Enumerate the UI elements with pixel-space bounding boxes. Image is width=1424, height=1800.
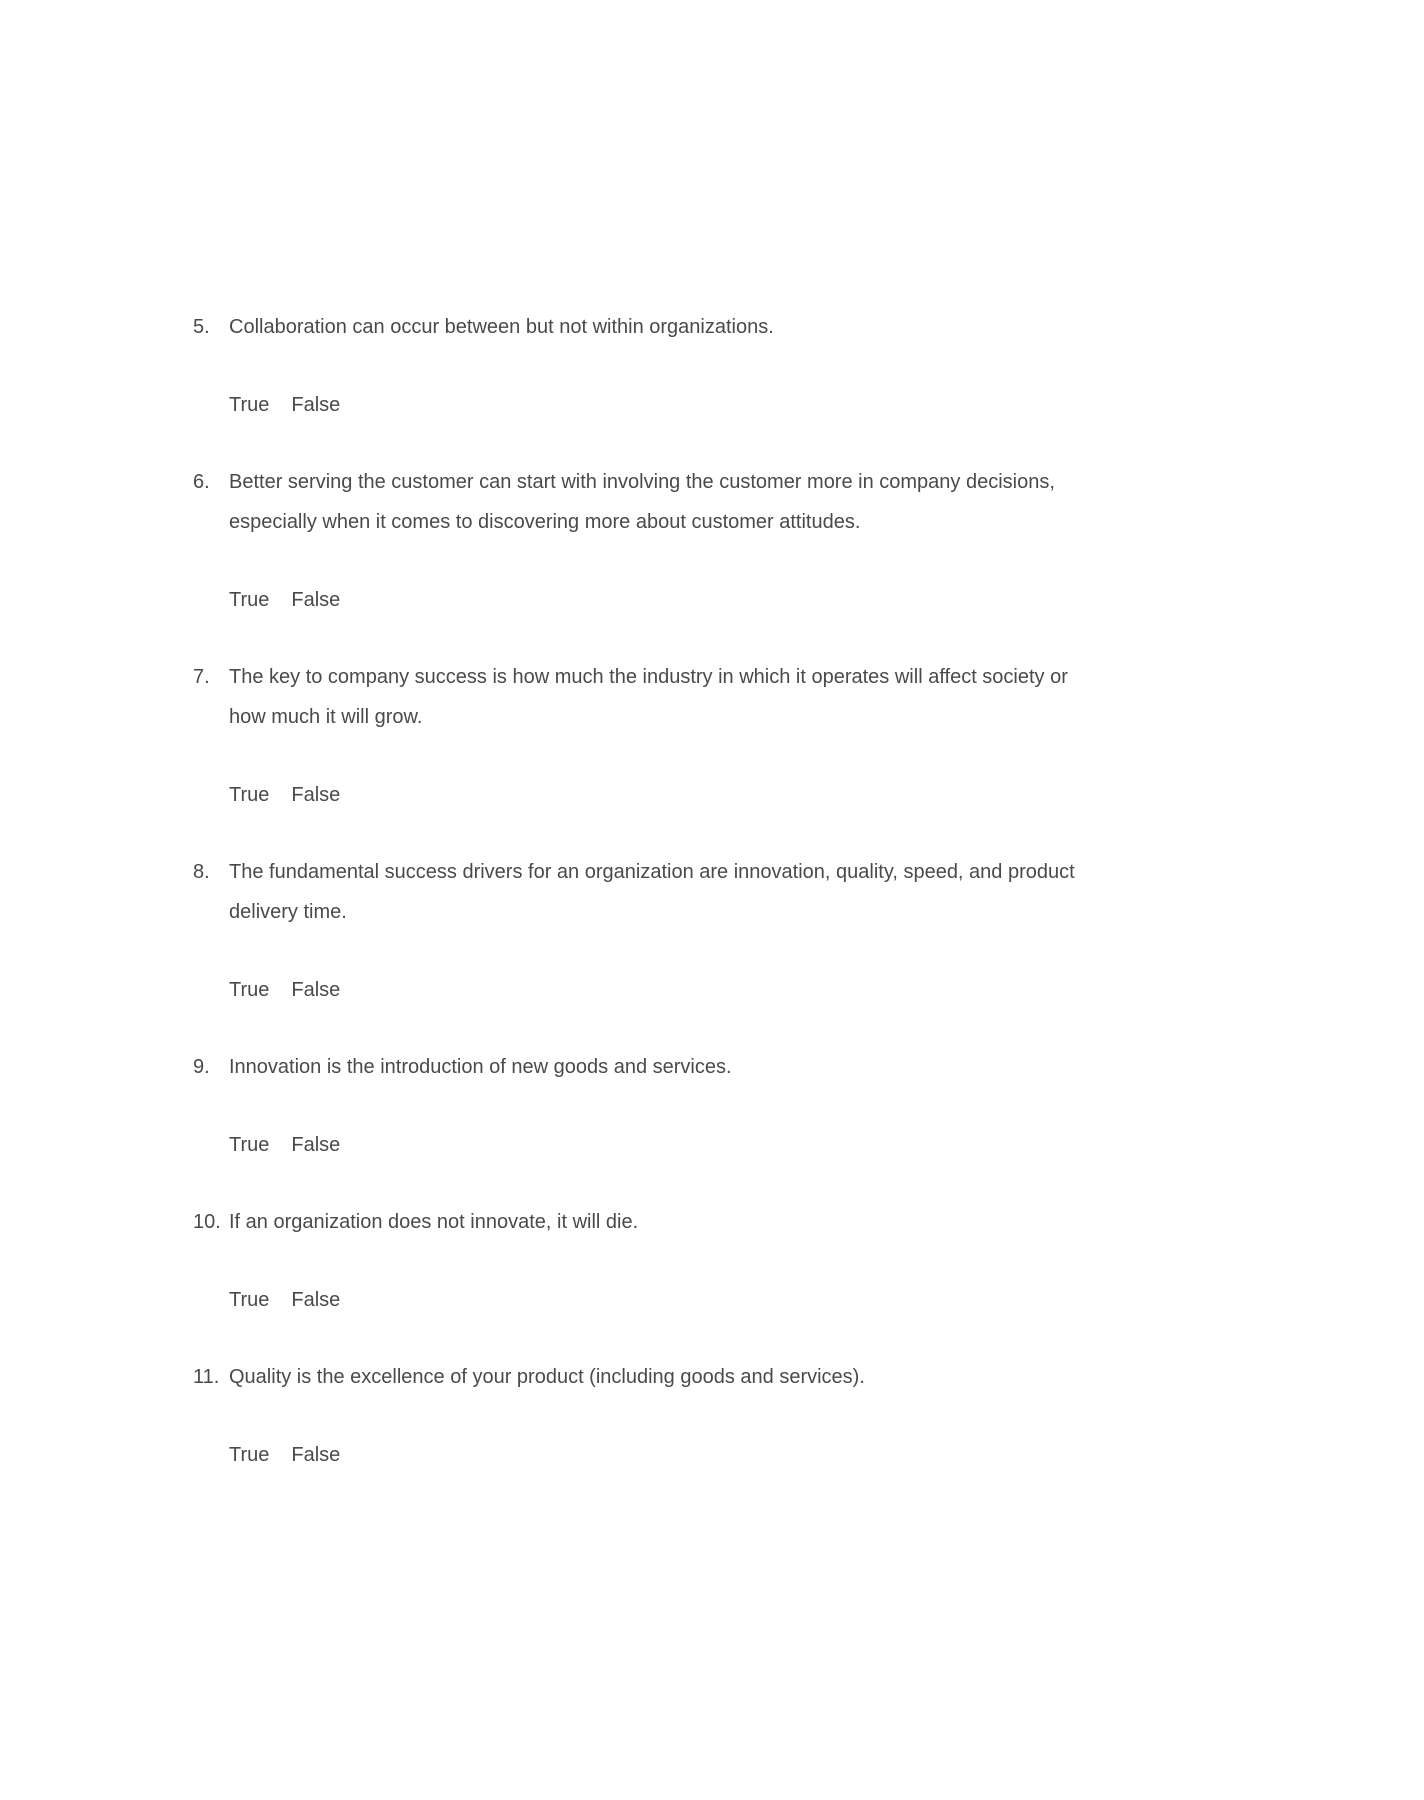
question-text: Better serving the customer can start with involving the customer more in company decisions, especially when it comes to discovering more about customer attitudes. [229,471,1055,533]
true-option[interactable]: True [229,394,270,416]
question-text: Quality is the excellence of your product (including goods and services). [229,1366,865,1388]
false-option[interactable]: False [291,589,341,611]
question-9 [193,1047,1093,1165]
false-option[interactable]: False [291,784,341,806]
question-11 [193,1357,1093,1475]
true-option[interactable]: True [229,784,270,806]
question-number: 7. [193,666,210,688]
question-7 [193,657,1093,815]
question-number: 8. [193,861,210,883]
false-option[interactable]: False [291,1444,341,1466]
false-option[interactable]: False [291,1134,341,1156]
question-text: The fundamental success drivers for an organization are innovation, quality, speed, and product delivery time. [229,861,1075,923]
question-text: The key to company success is how much the industry in which it operates will affect society or how much it will grow. [229,666,1068,728]
false-option[interactable]: False [291,1289,341,1311]
answer-options [229,775,1093,815]
true-option[interactable]: True [229,1289,270,1311]
question-10 [193,1202,1093,1320]
true-option[interactable]: True [229,1444,270,1466]
question-number: 6. [193,471,210,493]
false-option[interactable]: False [291,979,341,1001]
answer-options [229,1435,1093,1475]
question-number: 11. [193,1366,220,1388]
true-option[interactable]: True [229,1134,270,1156]
question-6 [193,462,1093,620]
question-8 [193,852,1093,1010]
question-number: 10. [193,1211,221,1233]
question-number: 5. [193,316,210,338]
true-option[interactable]: True [229,589,270,611]
false-option[interactable]: False [291,394,341,416]
question-text: Innovation is the introduction of new goods and services. [229,1056,732,1078]
answer-options [229,385,1093,425]
answer-options [229,1125,1093,1165]
question-text: If an organization does not innovate, it will die. [229,1211,639,1233]
answer-options [229,580,1093,620]
question-5 [193,307,1093,425]
true-option[interactable]: True [229,979,270,1001]
answer-options [229,1280,1093,1320]
answer-options [229,970,1093,1010]
question-number: 9. [193,1056,210,1078]
question-text: Collaboration can occur between but not within organizations. [229,316,774,338]
